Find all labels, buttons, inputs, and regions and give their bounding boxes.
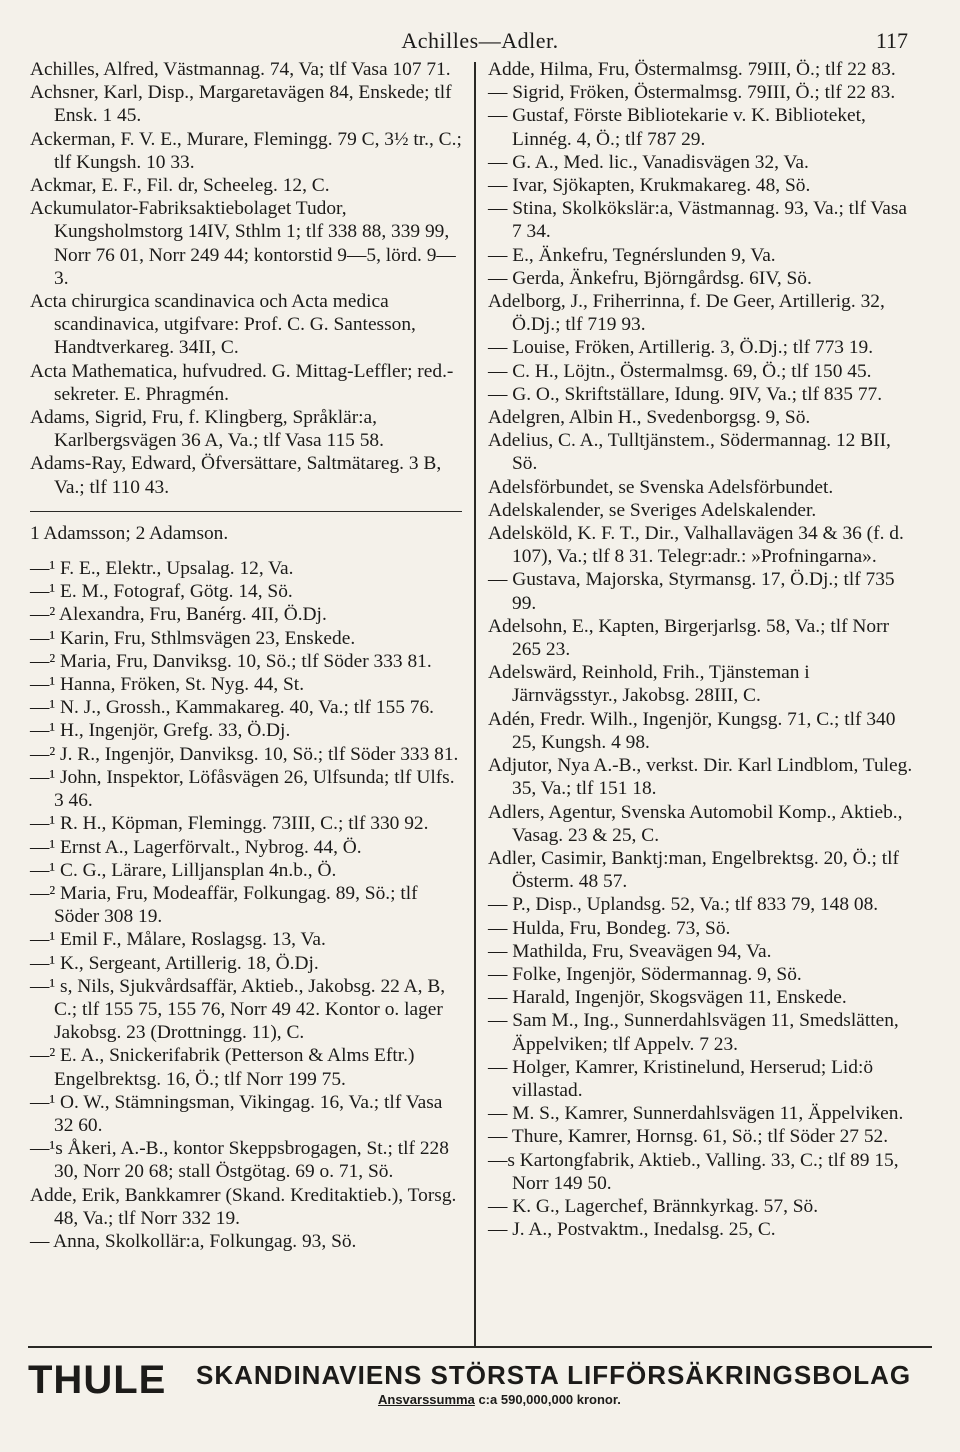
directory-entry: Adjutor, Nya A.-B., verkst. Dir. Karl Lindblom, Tuleg. 35, Va.; tlf 151 18. <box>488 755 913 800</box>
directory-entry: —² Maria, Fru, Danviksg. 10, Sö.; tlf Söder 333 81. <box>30 650 432 672</box>
directory-entry: Adelskalender, se Sveriges Adelskalender. <box>488 499 817 521</box>
directory-entry: — Anna, Skolkollär:a, Folkungag. 93, Sö. <box>30 1230 357 1252</box>
directory-entry: — C. H., Löjtn., Östermalmsg. 69, Ö.; tlf 150 45. <box>488 360 872 382</box>
directory-entry: Adler, Casimir, Banktj:man, Engelbrektsg. 20, Ö.; tlf Österm. 48 57. <box>488 847 899 893</box>
directory-entry: — Sam M., Ing., Sunnerdahlsvägen 11, Smedslätten, Äppelviken; tlf Appelv. 7 23. <box>488 1010 899 1055</box>
directory-entry: Acta Mathematica, hufvudred. G. Mittag-Leffler; red.-sekreter. E. Phragmén. <box>30 360 454 405</box>
directory-entry: — M. S., Kamrer, Sunnerdahlsvägen 11, Äppelviken. <box>488 1103 904 1125</box>
directory-entry: —¹ H., Ingenjör, Grefg. 33, Ö.Dj. <box>30 720 291 742</box>
ad-sum-value: c:a 590,000,000 kronor. <box>478 1392 621 1407</box>
left-entries-top <box>30 58 462 499</box>
section-heading: 1 Adamsson; 2 Adamson. <box>30 522 229 544</box>
directory-entry: — J. A., Postvaktm., Inedalsg. 25, C. <box>488 1219 776 1241</box>
running-title: Achilles—Adler. <box>401 28 559 53</box>
directory-entry: — Holger, Kamrer, Kristinelund, Herserud; Lid:ö villastad. <box>488 1056 874 1101</box>
page-header <box>0 28 960 60</box>
directory-entry: —¹ C. G., Lärare, Lilljansplan 4n.b., Ö. <box>30 859 337 881</box>
directory-entry: —² E. A., Snickerifabrik (Petterson & Alms Eftr.) Engelbrektsg. 16, Ö.; tlf Norr 199 75. <box>30 1045 415 1090</box>
directory-entry: Acta chirurgica scandinavica och Acta medica scandinavica, utgifvare: Prof. C. G. Santesson, Handtverkareg. 34II, C. <box>30 291 416 359</box>
directory-entry: —¹s Åkeri, A.-B., kontor Skeppsbrogagen, St.; tlf 228 30, Norr 20 68; stall Östgötag. 69 o. 71, Sö. <box>30 1138 449 1183</box>
directory-entry: —¹ O. W., Stämningsman, Vikingag. 16, Va.; tlf Vasa 32 60. <box>30 1091 443 1136</box>
ad-sum <box>378 1392 621 1407</box>
ad-sum-label: Ansvarssumma <box>378 1392 475 1407</box>
column-divider <box>474 62 476 1346</box>
directory-entry: —¹ N. J., Grossh., Kammakareg. 40, Va.; tlf 155 76. <box>30 697 434 719</box>
page-number: 117 <box>875 28 908 53</box>
directory-entry: Adelsförbundet, se Svenska Adelsförbundet. <box>488 476 834 498</box>
directory-entry: Ackerman, F. V. E., Murare, Flemingg. 79 C, 3½ tr., C.; tlf Kungsh. 10 33. <box>30 128 462 173</box>
directory-entry: Adelsköld, K. F. T., Dir., Valhallavägen 34 & 36 (f. d. 107), Va.; tlf 8 31. Telegr:adr.: »Profningarna». <box>488 523 904 568</box>
directory-entry: — Gerda, Änkefru, Björngårdsg. 6IV, Sö. <box>488 267 812 289</box>
ad-slogan: SKANDINAVIENS STÖRSTA LIFFÖRSÄKRINGSBOLAG <box>196 1360 912 1390</box>
left-entries-bottom <box>30 557 462 1253</box>
directory-entry: — Stina, Skolkökslär:a, Västmannag. 93, Va.; tlf Vasa 7 34. <box>488 198 908 243</box>
directory-entry: — E., Änkefru, Tegnérslunden 9, Va. <box>488 244 776 266</box>
directory-entry: Adelswärd, Reinhold, Frih., Tjänsteman i Järnvägsstyr., Jakobsg. 28III, C. <box>488 662 810 707</box>
directory-columns <box>24 58 936 1346</box>
directory-entry: — Folke, Ingenjör, Södermannag. 9, Sö. <box>488 963 802 985</box>
directory-entry: —² Alexandra, Fru, Banérg. 4II, Ö.Dj. <box>30 604 327 626</box>
ad-brand: THULE <box>28 1358 167 1402</box>
directory-entry: — G. A., Med. lic., Vanadisvägen 32, Va. <box>488 151 809 173</box>
directory-entry: — K. G., Lagerchef, Brännkyrkag. 57, Sö. <box>488 1195 819 1217</box>
directory-entry: Adlers, Agentur, Svenska Automobil Komp., Aktieb., Vasag. 23 & 25, C. <box>488 801 903 846</box>
directory-entry: — Sigrid, Fröken, Östermalmsg. 79III, Ö.; tlf 22 83. <box>488 82 896 104</box>
directory-entry: —¹ F. E., Elektr., Upsalag. 12, Va. <box>30 558 294 580</box>
directory-entry: Adde, Erik, Bankkamrer (Skand. Kreditaktieb.), Torsg. 48, Va.; tlf Norr 332 19. <box>30 1184 457 1229</box>
footer-divider <box>28 1346 932 1348</box>
directory-entry: Adde, Hilma, Fru, Östermalmsg. 79III, Ö.; tlf 22 83. <box>488 59 896 80</box>
directory-entry: Adelborg, J., Friherrinna, f. De Geer, Artillerig. 32, Ö.Dj.; tlf 719 93. <box>488 291 885 336</box>
directory-entry: — Gustaf, Förste Bibliotekarie v. K. Biblioteket, Linnég. 4, Ö.; tlf 787 29. <box>488 105 866 150</box>
directory-entry: — Louise, Fröken, Artillerig. 3, Ö.Dj.; tlf 773 19. <box>488 337 874 359</box>
directory-entry: Adelsohn, E., Kapten, Birgerjarlsg. 58, Va.; tlf Norr 265 23. <box>488 615 890 661</box>
directory-entry: Adams-Ray, Edward, Öfversättare, Saltmätareg. 3 B, Va.; tlf 110 43. <box>30 453 442 498</box>
directory-entry: — Mathilda, Fru, Sveavägen 94, Va. <box>488 940 772 962</box>
directory-entry: —¹ R. H., Köpman, Flemingg. 73III, C.; tlf 330 92. <box>30 813 429 835</box>
directory-entry: —¹ K., Sergeant, Artillerig. 18, Ö.Dj. <box>30 952 319 974</box>
directory-entry: —¹ E. M., Fotograf, Götg. 14, Sö. <box>30 581 293 603</box>
directory-entry: — G. O., Skriftställare, Idung. 9IV, Va.; tlf 835 77. <box>488 383 883 405</box>
directory-entry: —s Kartongfabrik, Aktieb., Valling. 33, C.; tlf 89 15, Norr 149 50. <box>488 1149 899 1194</box>
directory-entry: —² J. R., Ingenjör, Danviksg. 10, Sö.; tlf Söder 333 81. <box>30 743 459 765</box>
left-column <box>24 58 468 1346</box>
section-divider <box>30 511 462 512</box>
directory-entry: — Thure, Kamrer, Hornsg. 61, Sö.; tlf Söder 27 52. <box>488 1126 889 1148</box>
directory-entry: Achsner, Karl, Disp., Margaretavägen 84, Enskede; tlf Ensk. 1 45. <box>30 82 452 127</box>
directory-entry: Adams, Sigrid, Fru, f. Klingberg, Språklär:a, Karlbergsvägen 36 A, Va.; tlf Vasa 115 58. <box>30 407 384 452</box>
directory-entry: —² Maria, Fru, Modeaffär, Folkungag. 89, Sö.; tlf Söder 308 19. <box>30 882 418 928</box>
directory-entry: —¹ John, Inspektor, Löfåsvägen 26, Ulfsunda; tlf Ulfs. 3 46. <box>30 766 455 812</box>
directory-entry: —¹ Emil F., Målare, Roslagsg. 13, Va. <box>30 929 326 951</box>
advertisement <box>28 1354 932 1414</box>
directory-entry: Ackmar, E. F., Fil. dr, Scheeleg. 12, C. <box>30 175 330 197</box>
directory-entry: — Gustava, Majorska, Styrmansg. 17, Ö.Dj.; tlf 735 99. <box>488 569 895 614</box>
directory-entry: — P., Disp., Uplandsg. 52, Va.; tlf 833 79, 148 08. <box>488 894 879 916</box>
directory-entry: —¹ Karin, Fru, Sthlmsvägen 23, Enskede. <box>30 627 356 649</box>
directory-entry: Adén, Fredr. Wilh., Ingenjör, Kungsg. 71, C.; tlf 340 25, Kungsh. 4 98. <box>488 708 896 753</box>
directory-entry: —¹ Hanna, Fröken, St. Nyg. 44, St. <box>30 674 305 696</box>
right-entries <box>488 58 920 1241</box>
directory-entry: Adelgren, Albin H., Svedenborgsg. 9, Sö. <box>488 407 811 429</box>
directory-entry: —¹ Ernst A., Lagerförvalt., Nybrog. 44, Ö. <box>30 836 362 858</box>
right-column <box>482 58 926 1346</box>
directory-entry: —¹ s, Nils, Sjukvårdsaffär, Aktieb., Jakobsg. 22 A, B, C.; tlf 155 75, 155 76, Norr 49 42. Kontor o. lager Jakobsg. 23 (Drottningg. 11), C. <box>30 975 446 1044</box>
directory-entry: Achilles, Alfred, Västmannag. 74, Va; tlf Vasa 107 71. <box>30 59 451 80</box>
directory-entry: — Harald, Ingenjör, Skogsvägen 11, Enskede. <box>488 987 847 1009</box>
directory-entry: Ackumulator-Fabriksaktiebolaget Tudor, Kungsholmstorg 14IV, Sthlm 1; tlf 338 88, 339 99, Norr 76 01, Norr 249 44; kontorstid 9—5, lörd. 9—3. <box>30 198 456 289</box>
directory-entry: — Hulda, Fru, Bondeg. 73, Sö. <box>488 917 731 939</box>
directory-entry: — Ivar, Sjökapten, Krukmakareg. 48, Sö. <box>488 175 811 197</box>
directory-entry: Adelius, C. A., Tulltjänstem., Södermannag. 12 BII, Sö. <box>488 430 891 475</box>
